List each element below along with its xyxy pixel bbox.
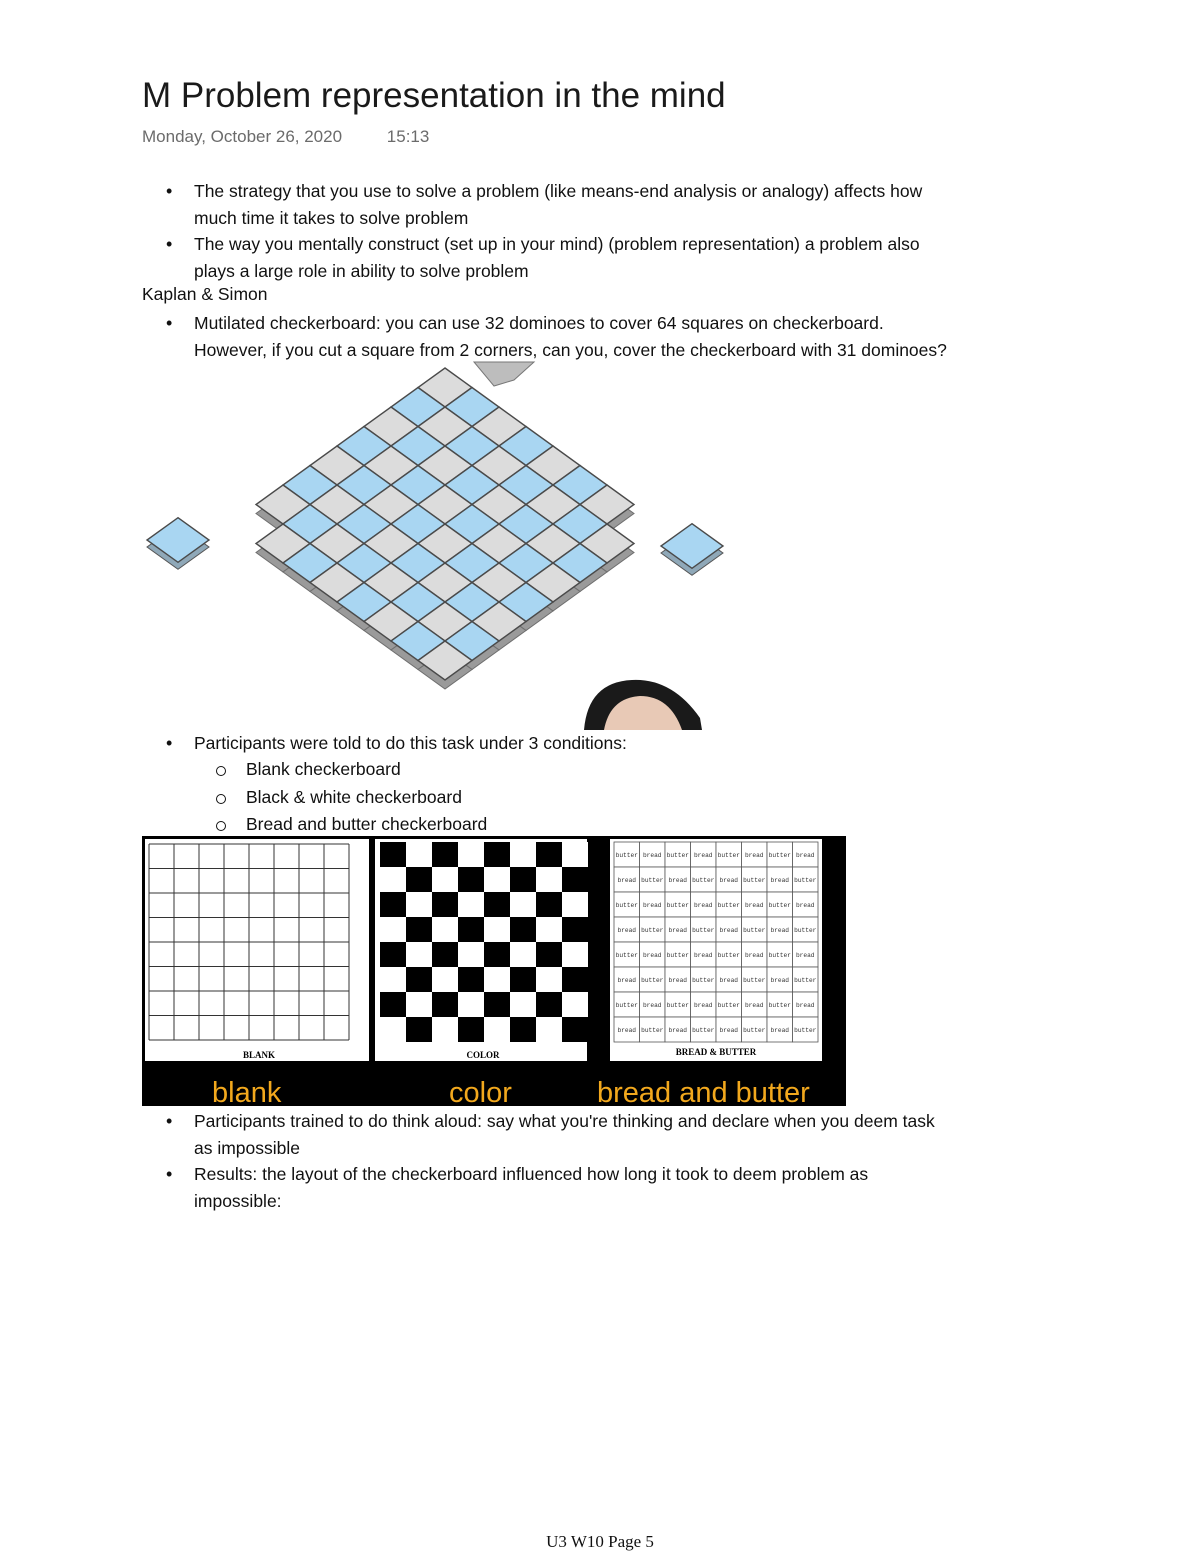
bb-word: butter [641, 877, 664, 884]
bb-word: butter [666, 952, 689, 959]
bb-word: butter [794, 927, 817, 934]
bb-word: bread [617, 877, 637, 884]
bb-word: butter [717, 852, 740, 859]
caption-bread-butter: bread and butter [597, 1077, 810, 1106]
page-title: M Problem representation in the mind [142, 76, 726, 115]
bb-word: bread [719, 927, 739, 934]
color-square [484, 867, 510, 892]
color-square [432, 942, 458, 967]
bb-word: bread [795, 902, 815, 909]
color-square [432, 967, 458, 992]
color-square [562, 892, 588, 917]
color-square [380, 892, 406, 917]
bb-word: bread [642, 1002, 662, 1009]
bb-word: butter [794, 877, 817, 884]
bullet-text: plays a large role in ability to solve problem [194, 260, 529, 281]
color-square [406, 917, 432, 942]
removed-square [661, 524, 723, 569]
bb-word: bread [693, 902, 713, 909]
bullet-item [164, 231, 1064, 284]
color-square [484, 917, 510, 942]
color-square [536, 867, 562, 892]
color-square [562, 992, 588, 1017]
bb-word: butter [743, 927, 766, 934]
color-square [406, 992, 432, 1017]
bullet-text: • The strategy that you use to solve a problem (like means-end analysis or analogy) affects how [194, 181, 923, 201]
bb-word: bread [617, 1027, 637, 1034]
bb-word: butter [666, 902, 689, 909]
page-date: Monday, October 26, 2020 [142, 127, 343, 146]
bb-word: bread [795, 1002, 815, 1009]
color-square [432, 842, 458, 867]
color-square [380, 967, 406, 992]
bb-word: butter [692, 877, 715, 884]
color-square [458, 1017, 484, 1042]
color-square [380, 867, 406, 892]
bb-word: butter [794, 977, 817, 984]
page-footer: U3 W10 Page 5 [546, 1532, 654, 1551]
bb-word: butter [615, 852, 638, 859]
color-square [536, 992, 562, 1017]
bullet-text: However, if you cut a square from 2 corners, can you, cover the checkerboard with 31 dominoes? [194, 339, 947, 360]
bb-word: bread [744, 902, 764, 909]
bb-word: butter [692, 927, 715, 934]
color-square [432, 992, 458, 1017]
color-square [380, 942, 406, 967]
bb-word: butter [768, 852, 791, 859]
color-square [458, 842, 484, 867]
color-square [510, 942, 536, 967]
color-square [484, 842, 510, 867]
bb-word: bread [744, 1002, 764, 1009]
bullet-item [164, 1108, 1064, 1161]
conditions-bullets [164, 730, 1064, 757]
color-square [562, 842, 588, 867]
bullet-text: • Participants trained to do think aloud: say what you're thinking and declare when you deem task [194, 1111, 935, 1131]
color-square [406, 967, 432, 992]
bb-word: butter [743, 877, 766, 884]
bb-word: butter [666, 852, 689, 859]
color-square [458, 892, 484, 917]
caption-color: color [449, 1077, 512, 1106]
mutilated-checkerboard-image [142, 360, 732, 730]
bb-word: butter [794, 1027, 817, 1034]
bullet-text: as impossible [194, 1137, 301, 1158]
bullet-text: • Mutilated checkerboard: you can use 32 dominoes to cover 64 squares on checkerboard. [194, 313, 884, 333]
bb-word: bread [770, 927, 790, 934]
color-square [484, 942, 510, 967]
caption-blank: blank [212, 1077, 282, 1106]
color-square [432, 917, 458, 942]
bb-word: bread [719, 877, 739, 884]
color-square [536, 892, 562, 917]
bb-word: bread [693, 952, 713, 959]
bb-word: bread [795, 852, 815, 859]
color-square [484, 992, 510, 1017]
bb-word: bread [642, 952, 662, 959]
color-square [406, 892, 432, 917]
color-square [510, 842, 536, 867]
bb-word: bread [693, 852, 713, 859]
bb-word: butter [692, 1027, 715, 1034]
bb-word: bread [770, 977, 790, 984]
bb-word: butter [743, 977, 766, 984]
color-square [562, 917, 588, 942]
bb-word: bread [668, 977, 688, 984]
bb-word: bread [668, 877, 688, 884]
panel-label-color: COLOR [466, 1050, 500, 1060]
bb-word: butter [641, 927, 664, 934]
bb-word: butter [768, 1002, 791, 1009]
bullet-text: • Results: the layout of the checkerboard influenced how long it took to deem problem as [194, 1164, 869, 1184]
bb-word: butter [717, 952, 740, 959]
condition-item: Black & white checkerboard [214, 784, 487, 812]
color-square [380, 917, 406, 942]
bb-word: butter [743, 1027, 766, 1034]
bb-word: butter [641, 1027, 664, 1034]
color-square [458, 917, 484, 942]
bullet-text: much time it takes to solve problem [194, 207, 469, 228]
bullet-item [164, 178, 1064, 231]
page-meta [142, 127, 429, 147]
color-square [484, 1017, 510, 1042]
color-square [458, 967, 484, 992]
bb-word: butter [615, 902, 638, 909]
condition-item: Bread and butter checkerboard [214, 811, 487, 839]
bullet-text: • Participants were told to do this task under 3 conditions: [194, 733, 627, 753]
bb-word: bread [770, 877, 790, 884]
bullet-item [164, 1161, 1064, 1214]
color-square [458, 867, 484, 892]
bb-word: butter [666, 1002, 689, 1009]
panel-label-blank: BLANK [242, 1050, 276, 1060]
bullet-text: impossible: [194, 1190, 282, 1211]
bb-word: bread [719, 977, 739, 984]
color-square [406, 1017, 432, 1042]
color-square [432, 1017, 458, 1042]
color-square [562, 942, 588, 967]
bb-word: butter [768, 952, 791, 959]
color-square [380, 842, 406, 867]
bb-word: bread [795, 952, 815, 959]
color-square [432, 892, 458, 917]
removed-square [147, 518, 209, 563]
bb-word: butter [717, 1002, 740, 1009]
condition-item: Blank checkerboard [214, 756, 487, 784]
color-square [484, 892, 510, 917]
bb-word: butter [717, 902, 740, 909]
color-square [510, 867, 536, 892]
page-time: 15:13 [386, 127, 430, 146]
conditions-figure [142, 836, 846, 1106]
color-square [536, 967, 562, 992]
color-square [484, 967, 510, 992]
bb-word: bread [668, 1027, 688, 1034]
bb-word: butter [615, 1002, 638, 1009]
color-square [510, 1017, 536, 1042]
color-square [406, 867, 432, 892]
color-square [562, 967, 588, 992]
bb-word: bread [617, 927, 637, 934]
color-square [458, 992, 484, 1017]
removed-corner-fragment [474, 362, 534, 386]
bb-word: butter [768, 902, 791, 909]
color-square [458, 942, 484, 967]
results-bullets [164, 1108, 1064, 1214]
color-square [406, 842, 432, 867]
color-square [562, 1017, 588, 1042]
blank-panel [145, 839, 369, 1061]
bb-word: bread [744, 952, 764, 959]
color-square [380, 1017, 406, 1042]
bullet-text: • The way you mentally construct (set up in your mind) (problem representation) a problem also [194, 234, 920, 254]
color-square [536, 942, 562, 967]
color-square [536, 917, 562, 942]
panel-label-bread-butter: BREAD & BUTTER [675, 1047, 757, 1057]
bb-word: bread [617, 977, 637, 984]
bb-word: butter [615, 952, 638, 959]
bb-word: bread [642, 852, 662, 859]
mutilated-bullets [164, 310, 1064, 363]
bb-word: butter [641, 977, 664, 984]
bullet-item [164, 730, 1064, 757]
intro-bullets [164, 178, 1064, 284]
color-square [380, 992, 406, 1017]
color-square [510, 992, 536, 1017]
color-square [406, 942, 432, 967]
bb-word: bread [744, 852, 764, 859]
color-square [536, 1017, 562, 1042]
bb-word: bread [770, 1027, 790, 1034]
bb-word: bread [642, 902, 662, 909]
conditions-list [214, 756, 487, 839]
kaplan-heading: Kaplan & Simon [142, 284, 268, 304]
color-square [536, 842, 562, 867]
bb-word: bread [668, 927, 688, 934]
bullet-item [164, 310, 1064, 363]
color-square [510, 967, 536, 992]
color-square [510, 917, 536, 942]
color-square [432, 867, 458, 892]
color-square [510, 892, 536, 917]
bb-word: bread [719, 1027, 739, 1034]
bb-word: butter [692, 977, 715, 984]
bb-word: bread [693, 1002, 713, 1009]
color-square [562, 867, 588, 892]
